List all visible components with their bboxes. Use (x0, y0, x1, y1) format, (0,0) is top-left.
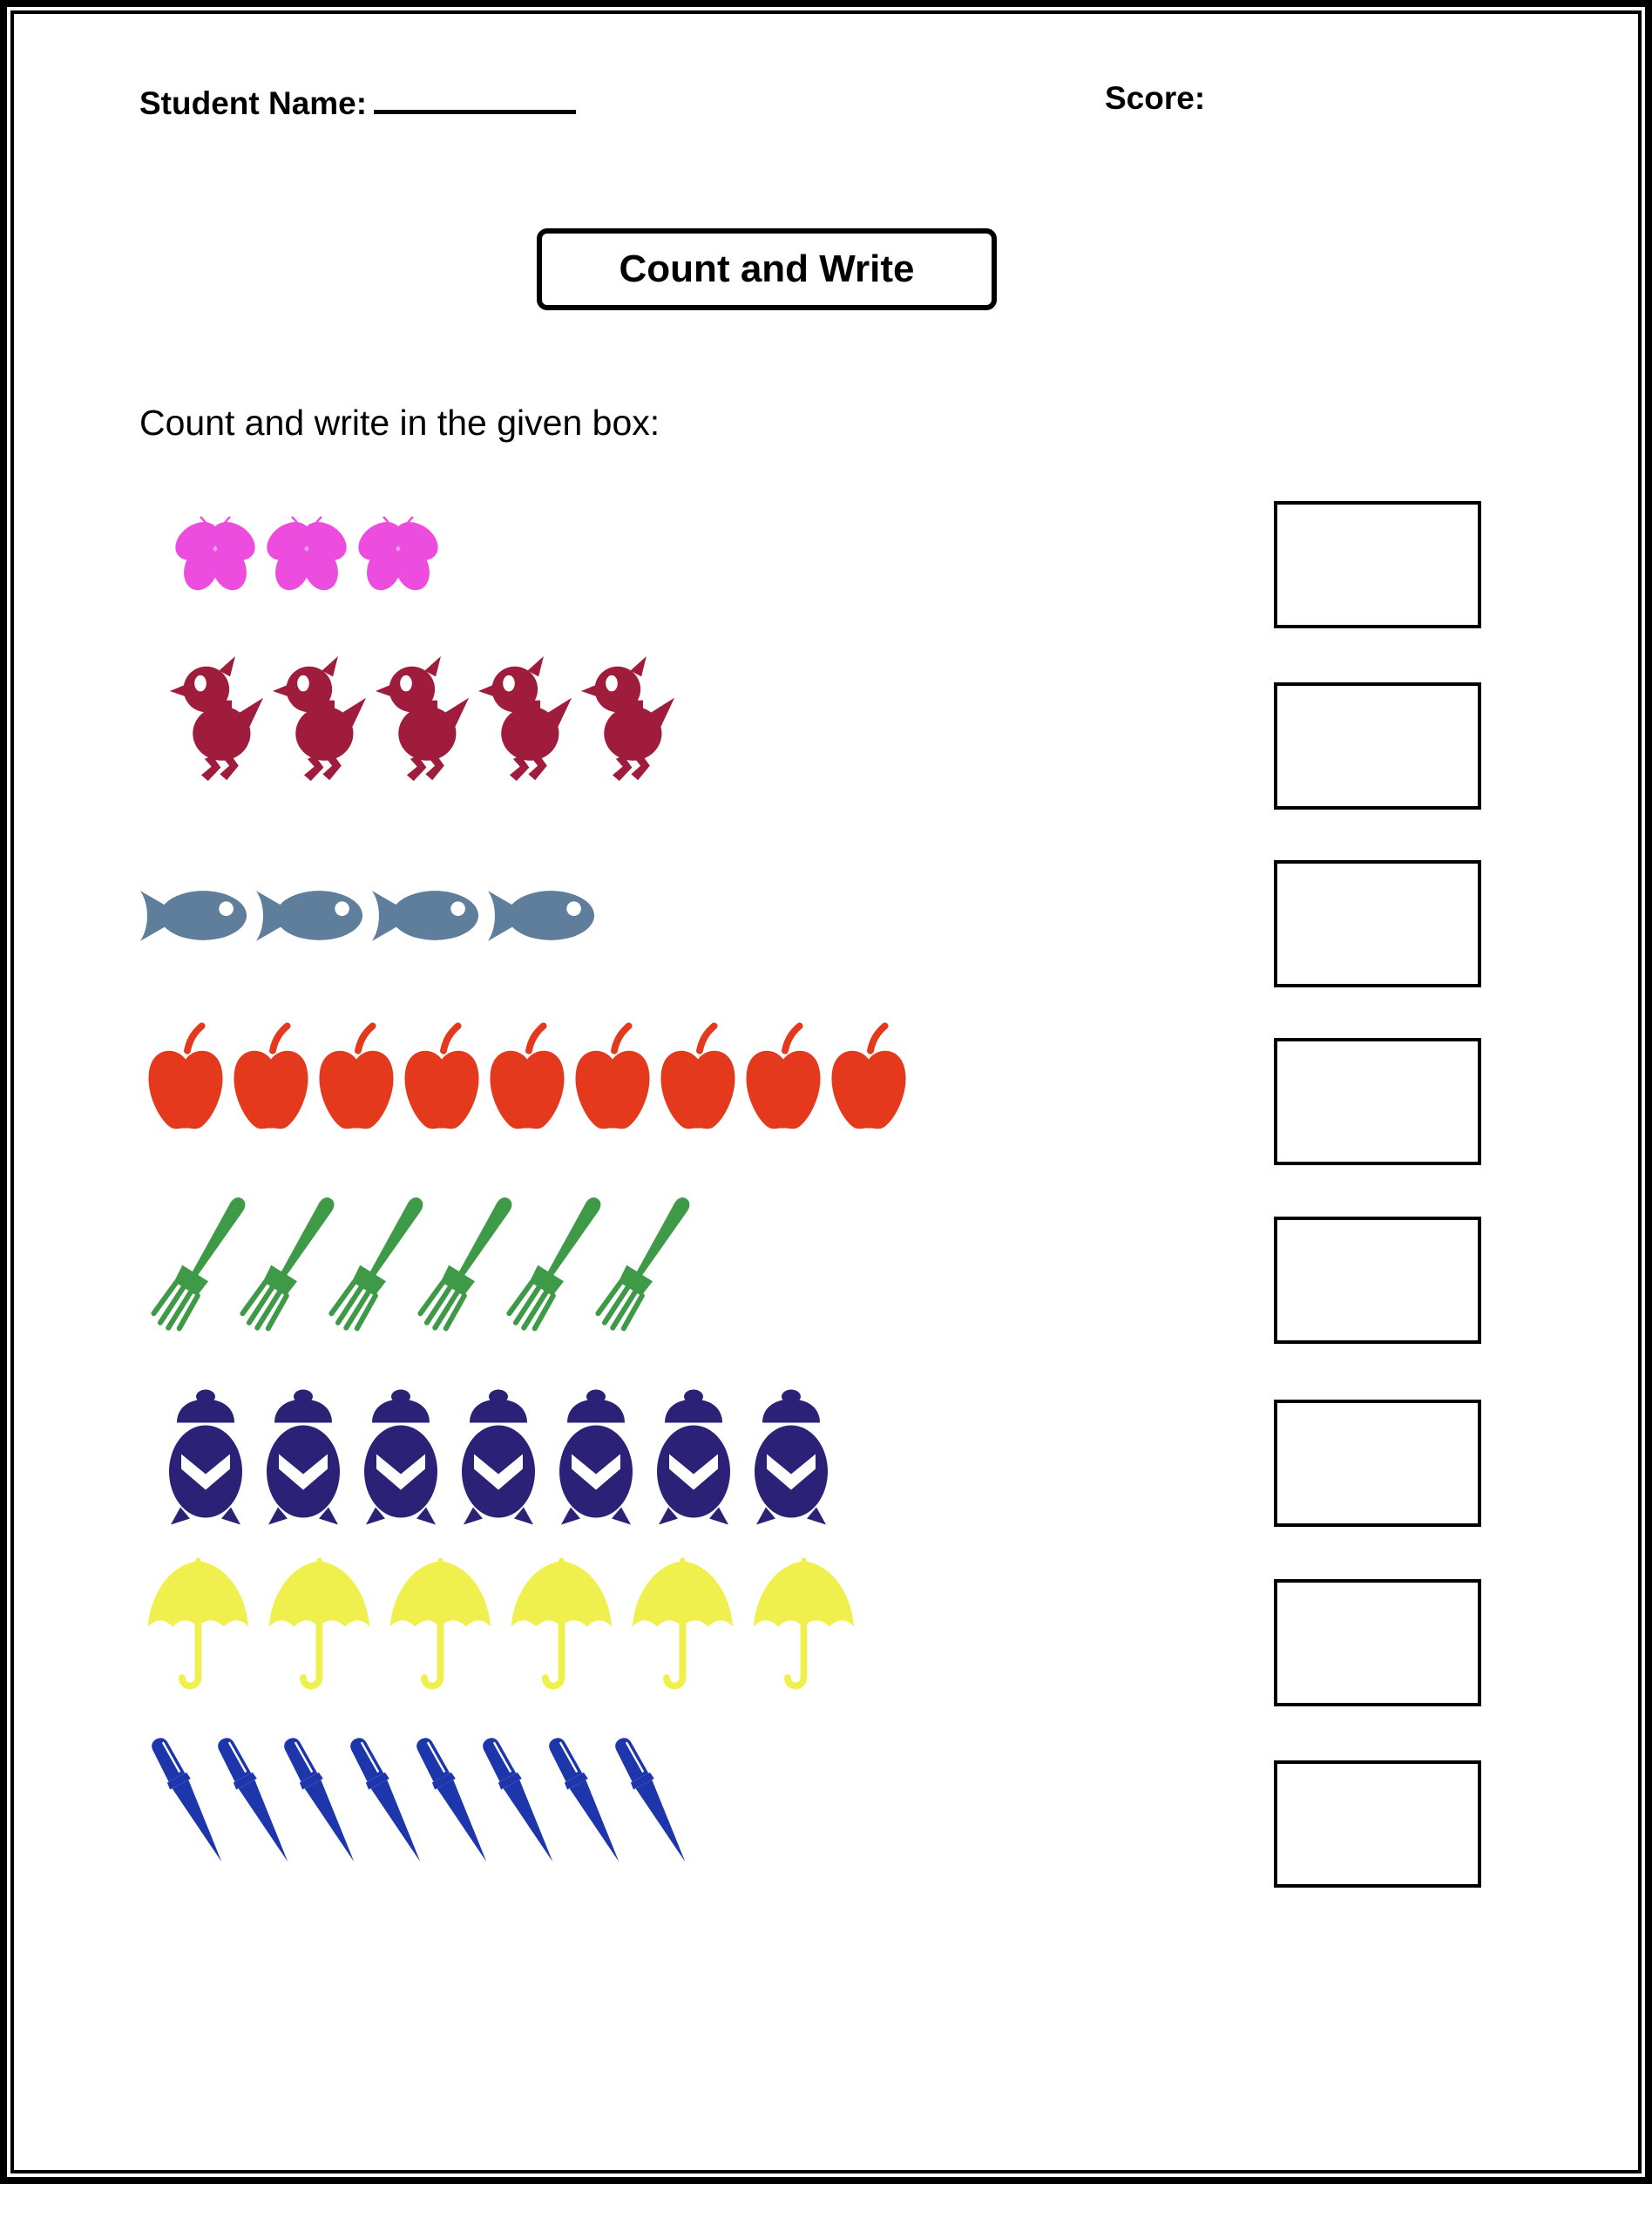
answer-box[interactable] (1274, 1400, 1481, 1527)
row-umbrellas (143, 1557, 870, 1699)
worksheet-title-box (537, 228, 997, 310)
worksheet-title: Count and Write (619, 248, 915, 290)
apple-icon (230, 1022, 312, 1136)
bird-icon (374, 650, 471, 793)
answer-box[interactable] (1274, 860, 1481, 987)
row-pens (164, 1729, 694, 1875)
umbrella-icon (143, 1557, 254, 1699)
butterfly-icon (172, 507, 259, 601)
student-name-blank-line[interactable] (374, 80, 576, 114)
row-alarm-clocks (162, 1387, 845, 1529)
row-fish (138, 882, 601, 950)
umbrella-icon (506, 1557, 617, 1699)
answer-box[interactable] (1274, 1760, 1481, 1888)
bird-icon (271, 650, 369, 793)
bird-icon (168, 650, 266, 793)
fish-icon (485, 882, 596, 950)
alarm-clock-icon (748, 1387, 835, 1529)
row-butterflies (172, 507, 446, 601)
apple-icon (828, 1022, 910, 1136)
apple-icon (742, 1022, 824, 1136)
row-birds (168, 650, 682, 793)
alarm-clock-icon (552, 1387, 640, 1529)
score-label: Score: (1105, 80, 1206, 116)
answer-box[interactable] (1274, 1217, 1481, 1344)
answer-box[interactable] (1274, 501, 1481, 628)
apple-icon (572, 1022, 653, 1136)
alarm-clock-icon (162, 1387, 249, 1529)
student-name-row (139, 80, 576, 122)
alarm-clock-icon (260, 1387, 347, 1529)
bird-icon (477, 650, 574, 793)
apple-icon (145, 1022, 227, 1136)
student-name-label: Student Name: (139, 85, 368, 121)
answer-box[interactable] (1274, 682, 1481, 810)
umbrella-icon (748, 1557, 859, 1699)
apple-icon (401, 1022, 483, 1136)
answer-box[interactable] (1274, 1579, 1481, 1706)
answer-box[interactable] (1274, 1038, 1481, 1165)
umbrella-icon (264, 1557, 375, 1699)
apple-icon (657, 1022, 739, 1136)
butterfly-icon (355, 507, 442, 601)
apple-icon (315, 1022, 397, 1136)
bird-icon (579, 650, 677, 793)
fish-icon (254, 882, 364, 950)
row-apples (145, 1022, 913, 1136)
fish-icon (138, 882, 248, 950)
fish-icon (369, 882, 480, 950)
apple-icon (486, 1022, 568, 1136)
instruction-text: Count and write in the given box: (139, 403, 660, 443)
row-forks (153, 1183, 687, 1358)
alarm-clock-icon (455, 1387, 542, 1529)
umbrella-icon (627, 1557, 738, 1699)
butterfly-icon (263, 507, 350, 601)
umbrella-icon (385, 1557, 496, 1699)
alarm-clock-icon (650, 1387, 737, 1529)
alarm-clock-icon (357, 1387, 444, 1529)
